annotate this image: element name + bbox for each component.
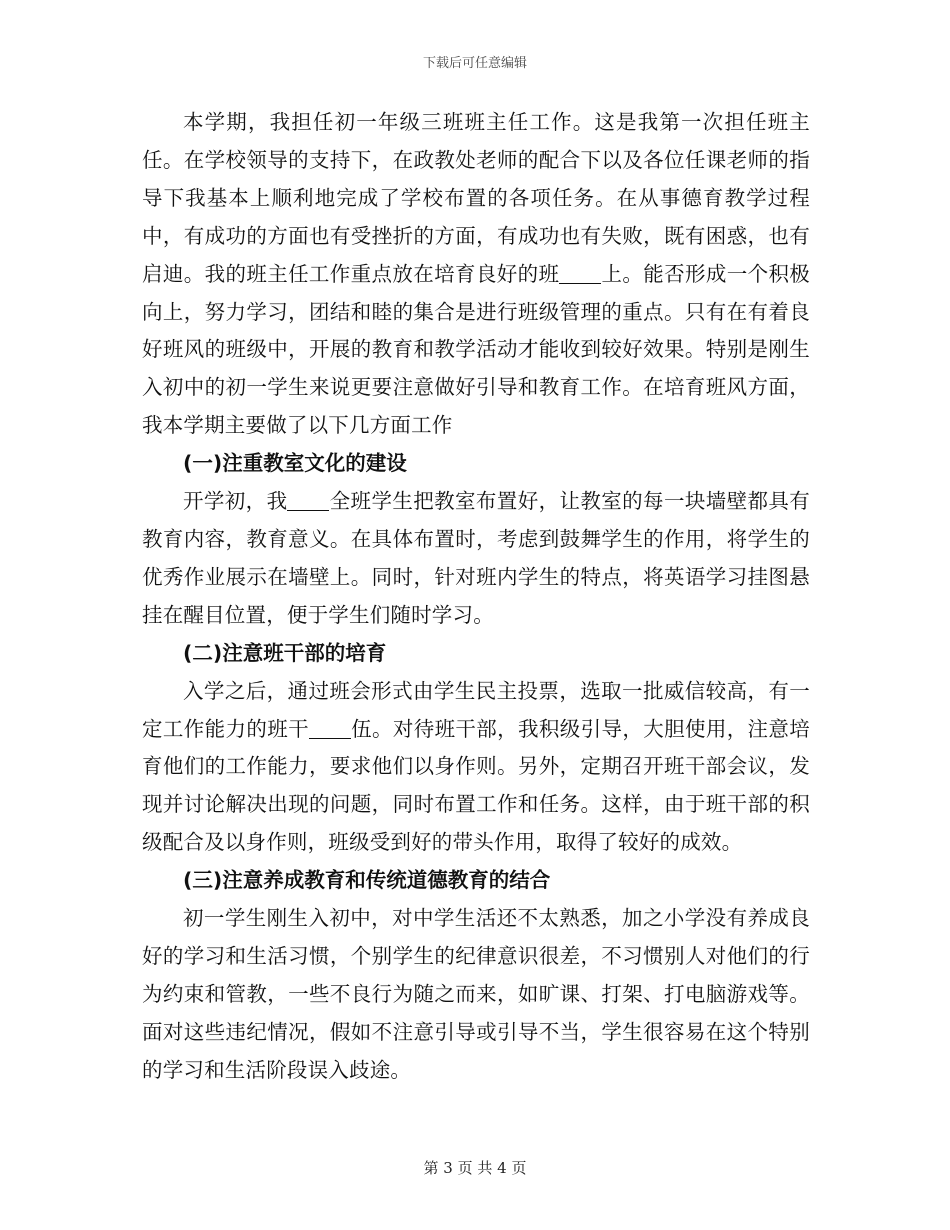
fill-blank	[559, 262, 601, 284]
section-heading-3: (三)注意养成教育和传统道德教育的结合	[183, 868, 551, 893]
section-heading-2: (二)注意班干部的培育	[183, 640, 387, 665]
paragraph-intro	[142, 104, 810, 445]
paragraph-text: 伍。对待班干部，我积级引导，大胆使用，注意培育他们的工作能力，要求他们以身作则。另外，定期召开班干部会议，发现并讨论解决出现的问题，同时布置工作和任务。这样，由于班干部的积级配合及以身作则，班级受到好的带头作用，取得了较好的成效。	[142, 716, 810, 855]
document-body	[142, 104, 810, 1090]
page-footer: 第 3 页 共 4 页	[423, 1159, 527, 1177]
fill-blank	[287, 490, 329, 512]
section-heading-1: (一)注重教室文化的建设	[183, 451, 407, 476]
page-header: 下载后可任意编辑	[422, 56, 527, 71]
paragraph-text: 全班学生把教室布置好，让教室的每一块墙壁都具有教育内容，教育意义。在具体布置时，考虑到鼓舞学生的作用，将学生的优秀作业展示在墙壁上。同时，针对班内学生的特点，将英语学习挂图悬挂在醒目位置，便于学生们随时学习。	[142, 489, 810, 627]
paragraph-text: 本学期，我担任初一年级三班班主任工作。这是我第一次担任班主任。在学校领导的支持下，在政教处老师的配合下以及各位任课老师的指导下我基本上顺利地完成了学校布置的各项任务。在从事德育教学过程中，有成功的方面也有受挫折的方面，有成功也有失败，既有困惑，也有启迪。我的班主任工作重点放在培育良好的班	[142, 110, 810, 286]
paragraph-habit-education: 初一学生刚生入初中，对中学生活还不太熟悉，加之小学没有养成良好的学习和生活习惯，个别学生的纪律意识很差，不习惯别人对他们的行为约束和管教，一些不良行为随之而来，如旷课、打架、打电脑游戏等。面对这些违纪情况，假如不注意引导或引导不当，学生很容易在这个特别的学习和生活阶段误入歧途。	[142, 906, 810, 1082]
paragraph-text: 开学初，我	[183, 489, 288, 514]
paragraph-text: 入学之后，通过班会形式由学生民主投票，选取一批威信较高，有一定工作能力的班干	[142, 678, 810, 741]
fill-blank	[309, 717, 351, 739]
paragraph-text: 上。能否形成一个积极向上，努力学习，团结和睦的集合是进行班级管理的重点。只有在有着良好班风的班级中，开展的教育和教学活动才能收到较好效果。特别是刚生入初中的初一学生来说更要注意做好引导和教育工作。在培育班风方面，我本学期主要做了以下几方面工作	[142, 261, 811, 438]
paragraph-classroom-culture	[142, 483, 810, 635]
paragraph-class-cadres	[142, 673, 810, 863]
